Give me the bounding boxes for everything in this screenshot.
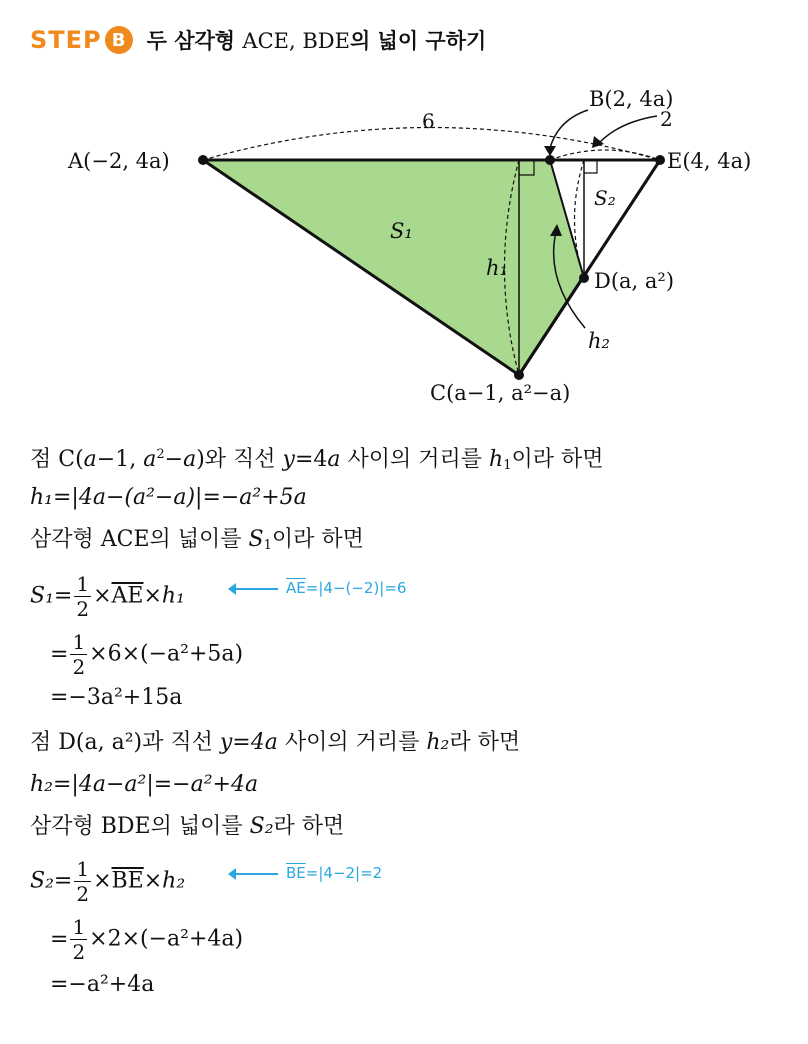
step-label: STEP bbox=[30, 26, 102, 54]
label-h1: h₁ bbox=[486, 256, 508, 280]
point-b bbox=[545, 155, 555, 165]
note-arrow-icon bbox=[234, 588, 278, 590]
label-s2: S₂ bbox=[594, 186, 616, 210]
line-3: 삼각형 ACE의 넓이를 $S_1$이라 하면 bbox=[30, 527, 364, 553]
note-ae: $\overline{AE}=|4-(-2)|=6$ bbox=[234, 579, 406, 597]
line-7: 점 D(a, a²)과 직선 y=4a 사이의 거리를 h₂라 하면 bbox=[30, 730, 521, 755]
line-12: =−a²+4a bbox=[50, 972, 155, 997]
label-a: A(−2, 4a) bbox=[68, 149, 170, 173]
pointer-b-head bbox=[544, 146, 556, 156]
label-e: E(4, 4a) bbox=[667, 149, 752, 173]
label-2: 2 bbox=[660, 107, 673, 131]
line-2: h₁=|4a−(a²−a)|=−a²+5a bbox=[30, 485, 307, 510]
note-be: $\overline{BE}=|4-2|=2$ bbox=[234, 864, 382, 882]
line-9: 삼각형 BDE의 넓이를 S₂라 하면 bbox=[30, 814, 345, 839]
pointer-2-head bbox=[592, 136, 604, 148]
line-6: =−3a²+15a bbox=[50, 685, 183, 710]
pointer-b bbox=[550, 110, 588, 148]
label-s1: S₁ bbox=[390, 219, 413, 243]
point-a bbox=[198, 155, 208, 165]
line-1: 점 C(a−1, $a^2-a$)와 직선 y=4a 사이의 거리를 $h_1$이라 하면 bbox=[30, 447, 604, 473]
label-6: 6 bbox=[422, 109, 435, 133]
line-11: = $\frac{1}{2}$ ×2×(−a²+4a) bbox=[50, 915, 244, 964]
line-8: h₂=|4a−a²|=−a²+4a bbox=[30, 772, 259, 797]
step-header bbox=[30, 20, 486, 60]
label-c: C(a−1, a²−a) bbox=[430, 381, 571, 405]
point-e bbox=[655, 155, 665, 165]
step-badge: B bbox=[105, 26, 133, 54]
line-4: S₁= $\frac{1}{2}$ $\times\overline{AE}\times h_1$ bbox=[30, 572, 185, 621]
point-d bbox=[579, 273, 589, 283]
label-b: B(2, 4a) bbox=[589, 87, 674, 111]
line-5: = $\frac{1}{2}$ ×6×(−a²+5a) bbox=[50, 630, 244, 679]
label-h2: h₂ bbox=[588, 329, 610, 353]
pointer-2 bbox=[600, 116, 657, 142]
step-title: 두 삼각형 ACE, BDE의 넓이 구하기 bbox=[146, 29, 487, 53]
triangle-diagram bbox=[0, 70, 808, 420]
note-arrow-icon bbox=[234, 873, 278, 875]
label-d: D(a, a²) bbox=[594, 269, 675, 293]
point-c bbox=[514, 370, 524, 380]
line-10: S₂= $\frac{1}{2}$ $\times\overline{BE}\times h_2$ bbox=[30, 857, 186, 906]
